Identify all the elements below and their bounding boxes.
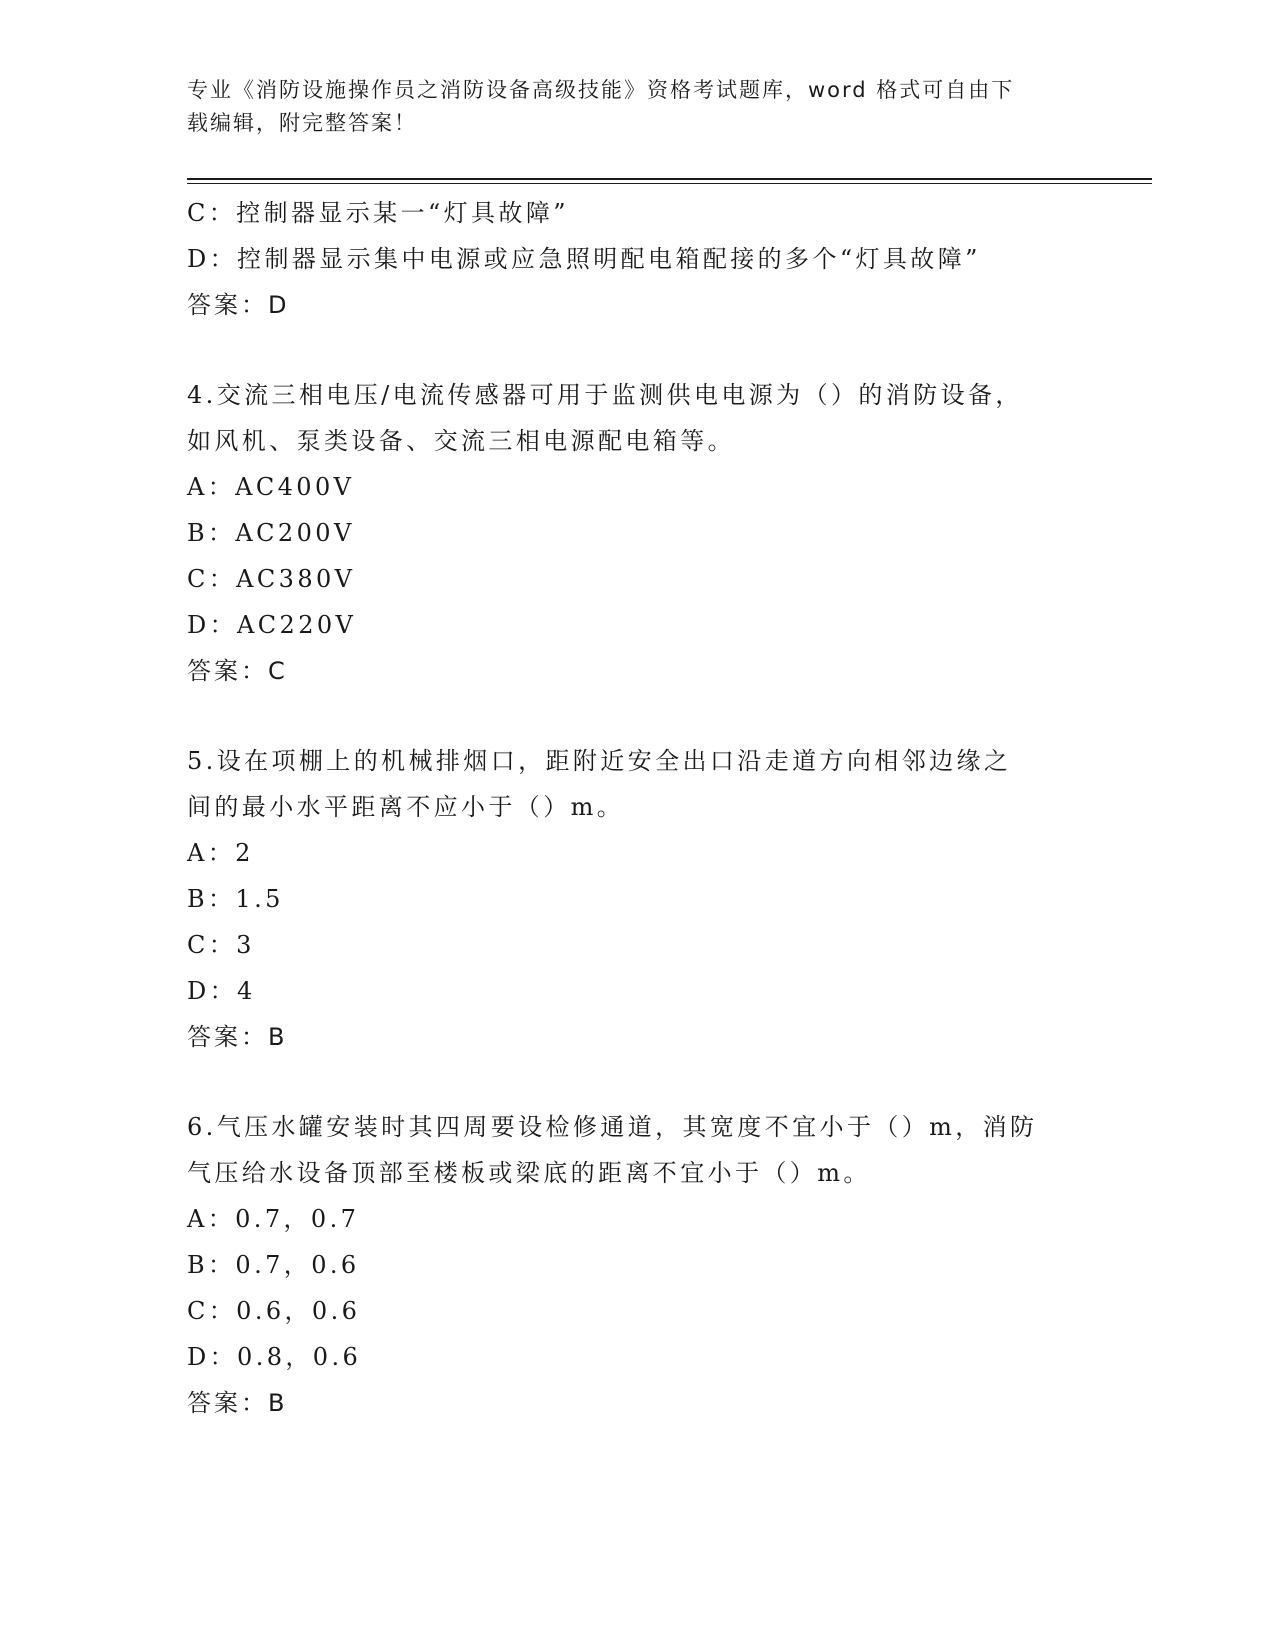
option-b: B：0.7，0.6 (187, 1251, 360, 1279)
header-line-1: 专业《消防设施操作员之消防设备高级技能》资格考试题库，word 格式可自由下 (187, 78, 1015, 102)
question-list (187, 190, 1087, 1426)
question-stem: 间的最小水平距离不应小于（）m。 (187, 793, 625, 821)
question-stem: 5.设在项棚上的机械排烟口，距附近安全出口沿走道方向相邻边缘之 (187, 747, 1012, 775)
option-c: C：AC380V (187, 565, 356, 593)
question-gap (187, 694, 1087, 738)
option-b: B：1.5 (187, 885, 284, 913)
answer-line: 答案：D (187, 291, 290, 319)
option-c: C：3 (187, 931, 255, 959)
question-4 (187, 372, 1087, 694)
option-d: D：AC220V (187, 611, 357, 639)
header-divider-thin (187, 183, 1152, 184)
option-c: C：控制器显示某一“灯具故障” (187, 199, 569, 227)
question-3-continued (187, 190, 1087, 328)
option-d: D：0.8，0.6 (187, 1343, 362, 1371)
answer-line: 答案：C (187, 657, 288, 685)
option-a: A：0.7，0.7 (187, 1205, 360, 1233)
option-a: A：2 (187, 839, 254, 867)
option-b: B：AC200V (187, 519, 355, 547)
question-stem: 如风机、泵类设备、交流三相电源配电箱等。 (187, 427, 735, 455)
header-line-2: 载编辑，附完整答案！ (187, 111, 417, 135)
question-stem: 4.交流三相电压/电流传感器可用于监测供电电源为（）的消防设备， (187, 381, 1023, 409)
question-5 (187, 738, 1087, 1060)
option-d: D：控制器显示集中电源或应急照明配电箱配接的多个“灯具故障” (187, 245, 981, 273)
option-c: C：0.6，0.6 (187, 1297, 361, 1325)
option-a: A：AC400V (187, 473, 355, 501)
question-gap (187, 328, 1087, 372)
answer-line: 答案：B (187, 1389, 288, 1417)
document-header (187, 74, 1067, 140)
question-stem: 6.气压水罐安装时其四周要设检修通道，其宽度不宜小于（）m，消防 (187, 1113, 1038, 1141)
question-stem: 气压给水设备顶部至楼板或梁底的距离不宜小于（）m。 (187, 1159, 871, 1187)
question-gap (187, 1060, 1087, 1104)
header-divider-thick (187, 178, 1152, 180)
answer-line: 答案：B (187, 1023, 288, 1051)
option-d: D：4 (187, 977, 256, 1005)
question-6 (187, 1104, 1087, 1426)
